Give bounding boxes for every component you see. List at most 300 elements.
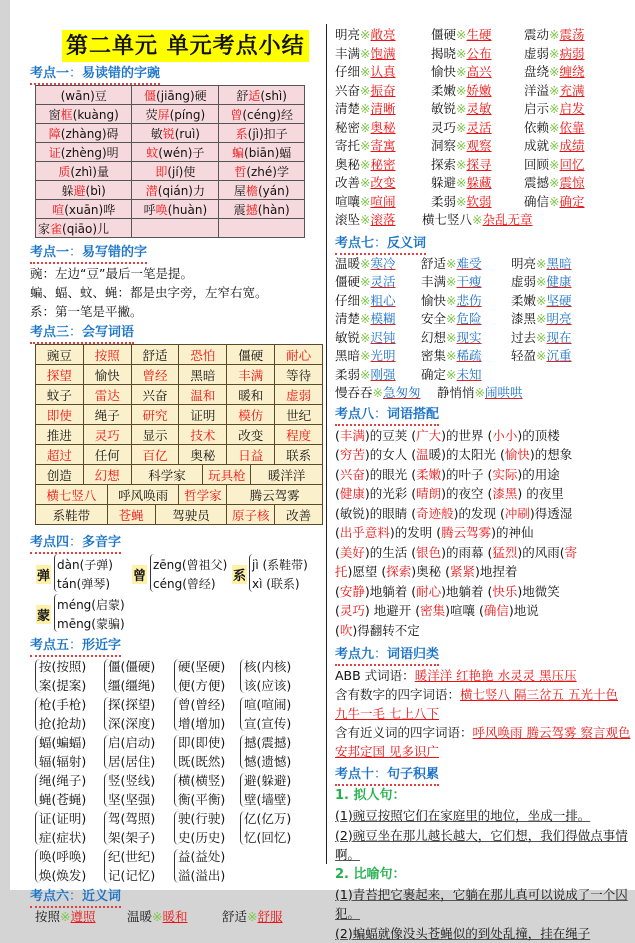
- vocab-cell: 恐怕: [179, 345, 227, 365]
- vocab-cell: 豌豆: [36, 345, 84, 365]
- similar-char-item: 绳(绳子): [39, 771, 86, 790]
- answer-word: 难受: [457, 256, 482, 271]
- similar-char-item: 证(证明): [39, 809, 86, 828]
- highlight-char: 质: [58, 165, 70, 179]
- static-text: 暖)的太阳光 (: [429, 447, 505, 462]
- similar-char-item: 衡(平衡): [178, 790, 225, 809]
- similar-char-item: 该(应该): [244, 676, 291, 695]
- highlight-char: 喧: [52, 203, 64, 217]
- table-cell: 家雀(qiāo)儿: [36, 219, 132, 238]
- static-text: (: [335, 525, 340, 540]
- table-cell: 呼唤(huàn): [132, 200, 219, 219]
- highlight-char: 障: [49, 127, 61, 141]
- answer-word: 灵巧: [340, 603, 365, 618]
- answer-word: 冲刷: [505, 506, 530, 521]
- answer-word: 暖和: [163, 909, 188, 924]
- word-pair: 温暖※寒冷: [335, 255, 396, 274]
- vocab-cell: 研究: [131, 405, 179, 425]
- static-text: )地躺着 (: [441, 584, 492, 599]
- similar-char-item: 架(架子): [108, 828, 155, 847]
- reference-mark-icon: ※: [360, 274, 370, 289]
- reference-mark-icon: ※: [446, 274, 456, 289]
- reference-mark-icon: ※: [373, 385, 383, 400]
- collocation-line: [335, 582, 631, 602]
- table-cell: 敏锐(ruì): [132, 124, 219, 143]
- similar-char-item: 忆(回忆): [244, 828, 291, 847]
- static-text: ) 地避开 (: [365, 603, 420, 618]
- highlight-char: 唤: [156, 203, 168, 217]
- section-9: [335, 643, 631, 761]
- vocab-cell: 苍蝇: [107, 505, 155, 525]
- static-text: )的眼光 (: [365, 467, 416, 482]
- brace-icon: [35, 773, 40, 807]
- right-column: [335, 26, 631, 943]
- similar-char-item: 即(即使): [178, 733, 225, 752]
- reference-mark-icon: ※: [360, 120, 370, 135]
- highlight-char: 曾: [230, 108, 242, 122]
- reference-mark-icon: ※: [456, 46, 466, 61]
- vocab-cell: 灵巧: [83, 425, 131, 445]
- answer-word: 明亮: [547, 311, 572, 326]
- section-4: [30, 531, 322, 634]
- collocation-list: [335, 426, 631, 641]
- answer-word: 探索: [386, 564, 411, 579]
- word-pair: 秘密※奥秘: [335, 119, 396, 138]
- similar-char-item: 横(横竖): [178, 771, 225, 790]
- table-row: [36, 445, 323, 465]
- word-pair: 温暖※暖和: [127, 908, 188, 927]
- answer-word: 振奋: [371, 83, 396, 98]
- table-cell: 舒适(shì): [219, 86, 305, 105]
- answer-word: 健康: [547, 274, 572, 289]
- reference-mark-icon: ※: [536, 311, 546, 326]
- section-9-heading: 考点九：词语归类: [335, 646, 439, 666]
- word-pair: 密集※稀疏: [421, 347, 482, 366]
- vocab-cell: 僵硬: [227, 345, 275, 365]
- word-pair: 柔弱※软弱: [431, 193, 492, 212]
- answer-word: 充满: [560, 83, 585, 98]
- polyphone-char: 系: [232, 565, 247, 584]
- antonym-row: [335, 310, 631, 329]
- vocab-cell: 技术: [179, 425, 227, 445]
- vocab-cell: 兴奋: [131, 385, 179, 405]
- table-cell: 窗框(kuàng): [36, 105, 132, 124]
- vocab-cell: 超过: [36, 445, 84, 465]
- table-cell: 曾(céng)经: [219, 105, 305, 124]
- synonym-row: [335, 82, 631, 101]
- reference-mark-icon: ※: [549, 83, 559, 98]
- section-5: [30, 634, 322, 885]
- highlight-char: 潜: [146, 184, 158, 198]
- answer-word: 秘密: [371, 157, 396, 172]
- reference-mark-icon: ※: [60, 909, 70, 924]
- answer-word: 急匆匆: [383, 385, 421, 400]
- highlight-char: 屏: [158, 108, 170, 122]
- collocation-line: [335, 562, 631, 582]
- highlight-char: 避: [74, 184, 86, 198]
- reference-mark-icon: ※: [360, 367, 370, 382]
- word-pair: 确信※确定: [524, 193, 585, 212]
- table-cell: 屋檐(yán): [219, 181, 305, 200]
- answer-word: 生硬: [467, 27, 492, 42]
- word-pair: 灵巧※灵活: [431, 119, 492, 138]
- vocab-cell: 黑暗: [179, 365, 227, 385]
- synonym-row: [335, 193, 631, 212]
- answer-word: 耐心: [416, 584, 441, 599]
- answer-word: 病弱: [560, 46, 585, 61]
- answer-word: 坚硬: [547, 293, 572, 308]
- similar-char-item: 坚(坚强): [108, 790, 155, 809]
- answer-word: 黑暗: [547, 256, 572, 271]
- answer-word: 灵敏: [467, 101, 492, 116]
- vocab-cell: 改变: [227, 425, 275, 445]
- reference-mark-icon: ※: [549, 64, 559, 79]
- similar-char-item: 既(既然): [178, 752, 225, 771]
- table-cell: 障(zhàng)碍: [36, 124, 132, 143]
- reference-mark-icon: ※: [456, 120, 466, 135]
- word-pair: 启示※启发: [524, 100, 585, 119]
- table-row: [36, 465, 323, 485]
- answer-word: 温: [416, 447, 429, 462]
- section-2: [30, 241, 322, 321]
- table-row: [36, 219, 305, 238]
- answer-word: 刚强: [371, 367, 396, 382]
- table-cell: 僵(jiāng)硬: [132, 86, 219, 105]
- polyphone-reading: céng(曾经): [153, 575, 216, 592]
- word-pair: 僵硬※生硬: [431, 26, 492, 45]
- static-text: )的风雨(: [517, 545, 564, 560]
- reference-mark-icon: ※: [360, 212, 370, 227]
- similar-char-item: 溢(溢出): [178, 866, 225, 885]
- similar-char-item: 曾(曾经): [178, 695, 225, 714]
- vocab-cell: 暖洋洋: [251, 465, 323, 485]
- word-pair: 洋溢※充满: [524, 82, 585, 101]
- word-pair: 明亮※黑暗: [511, 255, 572, 274]
- similar-char-item: 撼(震撼): [244, 733, 291, 752]
- answer-word: 穷苦: [340, 447, 365, 462]
- highlight-char: 适: [248, 89, 260, 103]
- highlight-char: 雀: [50, 222, 62, 236]
- brace-icon: [104, 697, 109, 731]
- answer-word: 清晰: [371, 101, 396, 116]
- answer-word: 灵活: [371, 274, 396, 289]
- word-pair: 震撼※震惊: [524, 174, 585, 193]
- antonym-list: [335, 255, 631, 403]
- brace-icon: [174, 849, 179, 883]
- vocab-cell: 推进: [36, 425, 84, 445]
- reference-mark-icon: ※: [456, 175, 466, 190]
- synonym-row: [335, 174, 631, 193]
- vocab-cell: 虚弱: [275, 385, 323, 405]
- easy-misread-table: [35, 85, 305, 238]
- reference-mark-icon: ※: [360, 83, 370, 98]
- highlight-char: 蚊: [146, 146, 158, 160]
- static-text: (: [335, 447, 340, 462]
- similar-char-item: 缰(缰绳): [108, 676, 155, 695]
- reference-mark-icon: ※: [456, 27, 466, 42]
- collocation-line: [335, 484, 631, 504]
- similar-char-item: 症(症状): [39, 828, 86, 847]
- answer-word: 震惊: [560, 175, 585, 190]
- brace-icon: [35, 811, 40, 845]
- highlight-char: 蝙: [232, 146, 244, 160]
- static-text: )奥秘 (: [411, 564, 450, 579]
- reference-mark-icon: ※: [446, 256, 456, 271]
- answer-word: 迟钝: [371, 330, 396, 345]
- static-text: (: [335, 467, 340, 482]
- similar-char-item: 益(益处): [178, 847, 225, 866]
- similar-char-item: 唤(呼唤): [39, 847, 86, 866]
- static-text: )的女人 (: [365, 447, 416, 462]
- static-text: )的世界 (: [441, 428, 492, 443]
- vocab-cell: 暖和: [227, 385, 275, 405]
- table-cell: 即(jí)使: [132, 162, 219, 181]
- answer-word: 晴朗: [416, 486, 441, 501]
- answer-word: 寒冷: [371, 256, 396, 271]
- word-pair: 横七竖八※杂乱无章: [422, 211, 533, 230]
- synonym-row: [335, 100, 631, 119]
- answer-word: 未知: [457, 367, 482, 382]
- answer-word: 托: [335, 564, 348, 579]
- answer-word: 吹: [340, 623, 353, 638]
- polyphone-reading: mēng(蒙骗): [57, 615, 125, 632]
- answer-word: 光明: [371, 348, 396, 363]
- vocab-cell: 蚊子: [36, 385, 84, 405]
- answer-word: 实际: [492, 467, 517, 482]
- static-text: )的用途: [517, 467, 559, 482]
- similar-char-item: 枪(手枪): [39, 695, 86, 714]
- answer-word: 认真: [371, 64, 396, 79]
- similar-char-item: 增(增加): [178, 714, 225, 733]
- brace-icon: [174, 659, 179, 693]
- collocation-line: [335, 504, 631, 524]
- vocab-cell: 等待: [275, 365, 323, 385]
- word-pair: 幻想※现实: [421, 329, 482, 348]
- sentence: (1)豌豆按照它们在家庭里的地位，坐成一排。: [335, 806, 631, 826]
- word-pair: 奥秘※秘密: [335, 156, 396, 175]
- highlight-char: 证: [49, 146, 61, 160]
- static-text: (: [335, 603, 340, 618]
- table-row: [36, 345, 323, 365]
- vocab-cell: 丰满: [227, 365, 275, 385]
- word-pair: 仔细※认真: [335, 63, 396, 82]
- answer-word: 高兴: [467, 64, 492, 79]
- similar-char-item: 居(居住): [108, 752, 155, 771]
- section-2-heading: 考点一：易写错的字: [30, 244, 147, 264]
- similar-chars-grid: [30, 657, 322, 885]
- answer-word: 敞亮: [371, 27, 396, 42]
- reference-mark-icon: ※: [446, 330, 456, 345]
- reference-mark-icon: ※: [549, 157, 559, 172]
- collocation-line: [335, 445, 631, 465]
- answer-word: 美好: [340, 545, 365, 560]
- static-text: )的生活 (: [365, 545, 416, 560]
- static-text: (: [335, 623, 340, 638]
- word-pair: 按照※遵照: [35, 908, 96, 927]
- vocab-cell: 百亿: [131, 445, 179, 465]
- similar-char-item: 焕(焕发): [39, 866, 86, 885]
- brace-icon: [104, 735, 109, 769]
- static-text: )地躺着 (: [365, 584, 416, 599]
- study-sheet-page: [10, 0, 635, 890]
- section-8-heading: 考点八：词语搭配: [335, 406, 439, 426]
- brace-icon: [174, 735, 179, 769]
- word-pair: 成就※成绩: [524, 137, 585, 156]
- brace-icon: [240, 697, 245, 731]
- similar-char-item: 硬(坚硬): [178, 657, 225, 676]
- answer-word: 软弱: [467, 194, 492, 209]
- brace-icon: [240, 735, 245, 769]
- reference-mark-icon: ※: [456, 64, 466, 79]
- answer-word: 腾云驾雾: [441, 525, 491, 540]
- static-text: )的光彩 (: [365, 486, 416, 501]
- answer-word: 广大: [416, 428, 441, 443]
- polyphone-char: 蒙: [36, 605, 51, 624]
- static-text: )得翻转不定: [352, 623, 419, 638]
- answer-word: 银色: [416, 545, 441, 560]
- highlight-char: 撼: [246, 203, 258, 217]
- vocab-cell: 模仿: [227, 405, 275, 425]
- writing-note-3: 系：第一笔是平撇。: [30, 302, 322, 321]
- reference-mark-icon: ※: [536, 274, 546, 289]
- polyphone-char: 弹: [36, 565, 51, 584]
- section-4-heading: 考点四：多音字: [30, 534, 121, 554]
- synonym-row: [30, 908, 322, 927]
- answer-word: 干瘦: [457, 274, 482, 289]
- synonym-row: [335, 45, 631, 64]
- polyphone-reading: xì (联系): [252, 575, 300, 592]
- brace-icon: [240, 659, 245, 693]
- answer-word: 遵照: [71, 909, 96, 924]
- highlight-char: 系: [236, 127, 248, 141]
- vocab-cell: 日益: [227, 445, 275, 465]
- reference-mark-icon: ※: [360, 293, 370, 308]
- brace-icon: [104, 773, 109, 807]
- answer-word: 滚落: [371, 212, 396, 227]
- reference-mark-icon: ※: [360, 348, 370, 363]
- reference-mark-icon: ※: [360, 194, 370, 209]
- reference-mark-icon: ※: [360, 175, 370, 190]
- vocab-cell: 愉快: [83, 365, 131, 385]
- answer-word: 探寻: [467, 157, 492, 172]
- vocab-cell: 舒适: [131, 345, 179, 365]
- reference-mark-icon: ※: [549, 138, 559, 153]
- static-text: )地说: [509, 603, 539, 618]
- answer-word: 喧闹: [371, 194, 396, 209]
- brace-icon: [35, 697, 40, 731]
- vocab-cell: 世纪: [275, 405, 323, 425]
- word-pair: 敏锐※灵敏: [431, 100, 492, 119]
- table-cell: 质(zhì)量: [36, 162, 132, 181]
- reference-mark-icon: ※: [360, 101, 370, 116]
- answer-word: 愉快: [505, 447, 530, 462]
- word-pair: 依赖※依靠: [524, 119, 585, 138]
- category-number-idioms: 含有数字的四字词语：横七竖八 隔三岔五 五光十色 九牛一毛 七上八下: [335, 685, 631, 723]
- similar-char-item: 蝠(蝙蝠): [39, 733, 86, 752]
- vocab-cell: 科学家: [131, 465, 203, 485]
- vocab-cell: 雷达: [83, 385, 131, 405]
- table-cell: [219, 219, 305, 238]
- writing-note-1: 豌：左边“豆”最后一笔是提。: [30, 264, 322, 283]
- similar-char-item: 喧(喧闹): [244, 695, 291, 714]
- vocab-cell: 呼风唤雨: [107, 485, 179, 505]
- reference-mark-icon: ※: [360, 157, 370, 172]
- section-10-heading: 考点十：句子积累: [335, 766, 439, 786]
- sentence: (2)豌豆坐在那儿越长越大，它们想，我们得做点事情啊。: [335, 826, 631, 865]
- answer-word: 危险: [457, 311, 482, 326]
- answer-word: 娇嫩: [467, 83, 492, 98]
- table-row: [36, 425, 323, 445]
- similar-char-item: 壁(墙壁): [244, 790, 291, 809]
- reference-mark-icon: ※: [549, 46, 559, 61]
- similar-char-item: 抢(抢劫): [39, 714, 86, 733]
- word-pair: 兴奋※振奋: [335, 82, 396, 101]
- static-text: )愿望 (: [348, 564, 387, 579]
- collocation-line: [335, 523, 631, 543]
- answer-word: 观察: [467, 138, 492, 153]
- reference-mark-icon: ※: [152, 909, 162, 924]
- reference-mark-icon: ※: [472, 212, 482, 227]
- highlight-char: 哲: [234, 165, 246, 179]
- antonym-row: [335, 255, 631, 274]
- similar-char-item: 案(提案): [39, 676, 86, 695]
- table-row: [36, 505, 323, 525]
- static-text: (: [335, 584, 340, 599]
- brace-icon: [174, 811, 179, 845]
- antonym-row: [335, 292, 631, 311]
- brace-icon: [35, 659, 40, 693]
- word-pair: 盘绕※缠绕: [524, 63, 585, 82]
- static-text: (: [335, 545, 340, 560]
- answer-word: 兴奋: [340, 467, 365, 482]
- answer-word: 健康: [340, 486, 365, 501]
- collocation-line: [335, 426, 631, 446]
- similar-char-item: 驶(行驶): [178, 809, 225, 828]
- answer-word: 饱满: [371, 46, 396, 61]
- word-pair: 轻盈※沉重: [511, 347, 572, 366]
- vocab-table: [35, 344, 323, 525]
- answer-word: 杂乱无章: [483, 212, 533, 227]
- vocab-cell: 创造: [36, 465, 84, 485]
- word-pair: 柔嫩※坚硬: [511, 292, 572, 311]
- answer-word: 灵活: [467, 120, 492, 135]
- word-pair: 安全※危险: [421, 310, 482, 329]
- word-pair: 黑暗※光明: [335, 347, 396, 366]
- answer-word: 现实: [457, 330, 482, 345]
- reference-mark-icon: ※: [360, 64, 370, 79]
- answer-word: 寄寓: [371, 138, 396, 153]
- reference-mark-icon: ※: [456, 83, 466, 98]
- similar-char-item: 避(躲避): [244, 771, 291, 790]
- vocab-cell: 曾经: [131, 365, 179, 385]
- word-pair: 探索※探寻: [431, 156, 492, 175]
- polyphone-reading: dàn(子弹): [57, 556, 113, 573]
- reference-mark-icon: ※: [446, 293, 456, 308]
- highlight-char: 僵: [144, 89, 156, 103]
- answer-word: 悲伤: [457, 293, 482, 308]
- brace-icon: [174, 773, 179, 807]
- table-row: [36, 365, 323, 385]
- word-pair: 滚坠※滚落: [335, 211, 396, 230]
- reference-mark-icon: ※: [360, 27, 370, 42]
- word-pair: 清楚※模糊: [335, 310, 396, 329]
- antonym-row: [335, 273, 631, 292]
- collocation-line: [335, 543, 631, 563]
- word-pair: 震动※震荡: [524, 26, 585, 45]
- table-cell: 证(zhèng)明: [36, 143, 132, 162]
- answer-word: 猛烈: [492, 545, 517, 560]
- vocab-cell: 原子核: [227, 505, 275, 525]
